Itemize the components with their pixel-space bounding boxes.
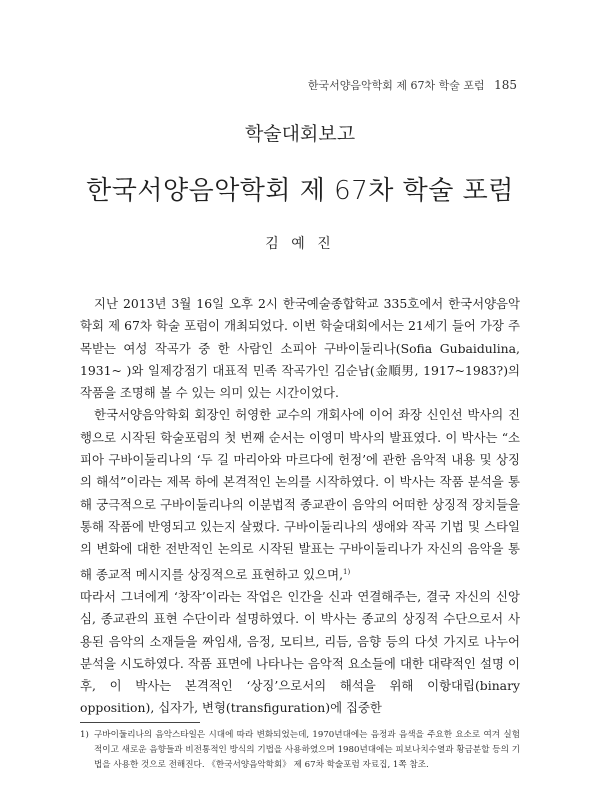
footnote [80, 728, 520, 773]
footnote-text: 구바이둘리나의 음악스타일은 시대에 따라 변화되었는데, 1970년대에는 음정과 음색을 주요한 요소로 여겨 실험적이고 새로운 음향들과 비전통적인 방식의 기법을 사용하였으며 1980년대에는 피보나치수열과 황금분할 등의 기법을 사용한 것으로 전해진다. 《한국서양음악학회》 제 67차 학술포럼 자료집, 1쪽 참조. [94, 730, 520, 770]
page-number: 185 [494, 78, 517, 92]
paragraph-intro: 지난 2013년 3월 16일 오후 2시 한국예술종합학교 335호에서 한국서양음악학회 제 67차 학술 포럼이 개최되었다. 이번 학술대회에서는 21세기 들어 가장 주목받는 여성 작곡가 중 한 사람인 소피아 구바이둘리나(Sofia Gubaidulina, 1931~ )와 일제강점기 대표적 민족 작곡가인 김순남(金順男, 1917~1983?)의 작품을 조명해 볼 수 있는 의미 있는 시간이었다. [80, 296, 520, 401]
footnote-divider [80, 722, 200, 723]
paragraph-first-presentation [80, 404, 520, 586]
page-title: 한국서양음악학회 제 67차 학술 포럼 [86, 176, 514, 206]
running-header [308, 77, 517, 93]
footnote-marker: 1) [80, 730, 89, 740]
author-name: 김 예 진 [265, 236, 335, 252]
footnote-reference: 1) [343, 567, 351, 576]
running-header-title: 한국서양음악학회 제 67차 학술 포럼 [307, 79, 485, 92]
paragraph-first-presentation-text: 한국서양음악학회 회장인 허영한 교수의 개회사에 이어 좌장 신인선 박사의 진행으로 시작된 학술포럼의 첫 번째 순서는 이영미 박사의 발표였다. 이 박사는 “소피아 구바이둘리나의 ‘두 길 마리아와 마르다에 헌정’에 관한 음악적 내용 및 상징의 해석”이라는 제목 하에 본격적인 논의를 시작하였다. 이 박사는 작품 분석을 통해 궁극적으로 구바이둘리나의 이분법적 종교관이 음악의 어떠한 상징적 장치들을 통해 작품에 반영되고 있는지 살폈다. 구바이둘리나의 생애와 작곡 기법 및 스타일의 변화에 대한 전반적인 논의로 시작된 발표는 구바이둘리나가 자신의 음악을 통해 종교적 메시지를 상징적으로 표현하고 있으며, [80, 407, 520, 582]
paragraph-analysis: 따라서 그녀에게 ‘창작’이라는 작업은 인간을 신과 연결해주는, 결국 자신의 신앙심, 종교관의 표현 수단이라 설명하였다. 이 박사는 종교의 상징적 수단으로서 사용된 음악의 소재들을 짜임새, 음정, 모티브, 리듬, 음향 등의 다섯 가지로 나누어 분석을 시도하였다. 작품 표면에 나타나는 음악적 요소들에 대한 대략적인 설명 이후, 이 박사는 본격적인 ‘상징’으로서의 해석을 위해 이항대립(binary opposition), 십자가, 변형(transfiguration)에 집중한 [80, 588, 520, 716]
article-body [80, 293, 520, 720]
section-label: 학술대회보고 [244, 123, 356, 145]
